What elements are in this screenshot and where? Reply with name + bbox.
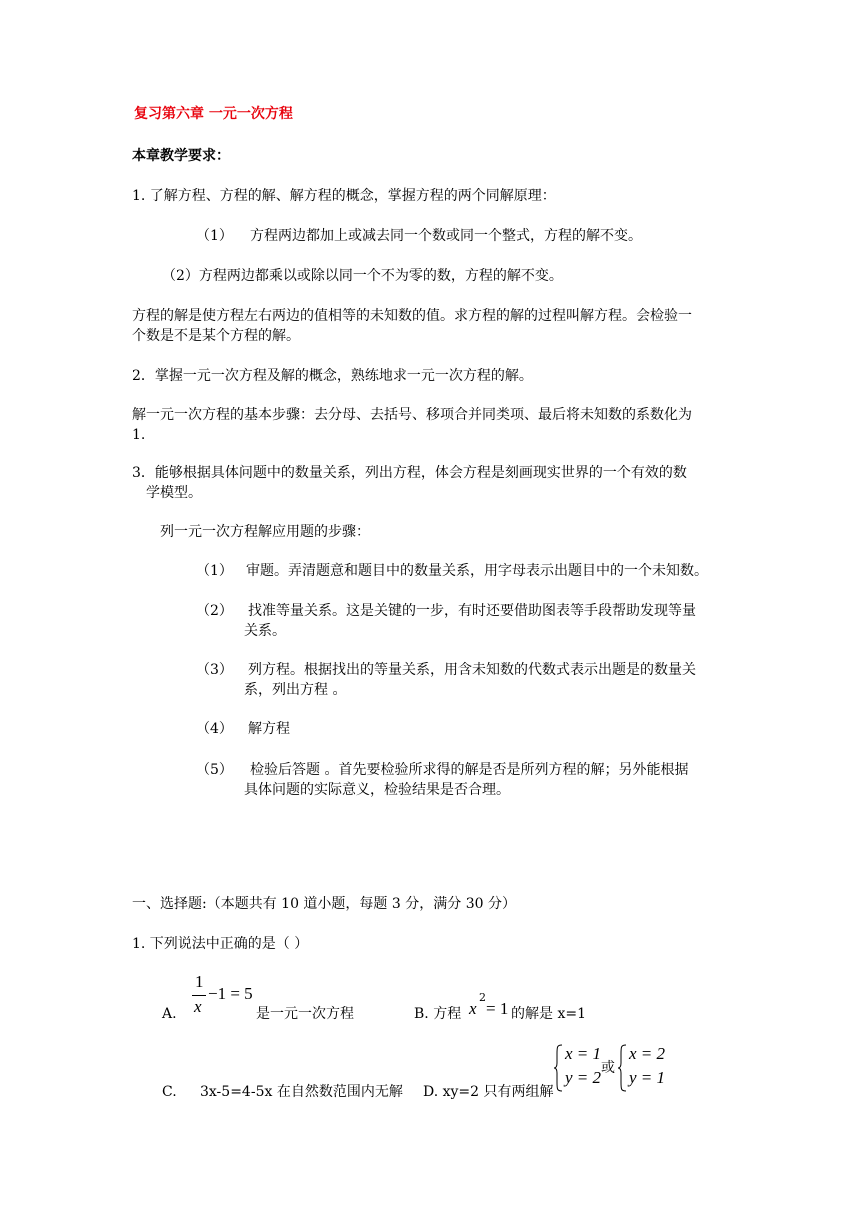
option-b-text: 的解是 x=1 bbox=[511, 1006, 586, 1022]
option-a-numerator: 1 bbox=[195, 972, 204, 991]
page-title: 复习第六章 一元一次方程 bbox=[134, 106, 293, 122]
item-2-paragraph-line-1: 解一元一次方程的基本步骤：去分母、去括号、移项合并同类项、最后将未知数的系数化为 bbox=[132, 407, 692, 423]
section-heading: 一、选择题:（本题共有 10 道小题，每题 3 分，满分 30 分） bbox=[132, 896, 516, 912]
option-d-system-1-line-2: y = 2 bbox=[565, 1068, 602, 1087]
left-brace-icon bbox=[553, 1044, 563, 1092]
fraction-bar bbox=[192, 995, 206, 996]
option-d-text: D. xy=2 只有两组解 bbox=[423, 1084, 554, 1100]
option-a-equation-rest: −1 = 5 bbox=[208, 984, 253, 1003]
step-text: 解方程 bbox=[248, 721, 290, 737]
option-b-label: B. 方程 bbox=[414, 1006, 462, 1022]
item-3-line-1: 3．能够根据具体问题中的数量关系，列出方程，体会方程是刻画现实世界的一个有效的数 bbox=[132, 465, 687, 481]
item-1: 1. 了解方程、方程的解、解方程的概念，掌握方程的两个同解原理： bbox=[132, 188, 556, 204]
left-brace-icon bbox=[617, 1044, 627, 1092]
step-text-continued: 具体问题的实际意义，检验结果是否合理。 bbox=[244, 782, 510, 798]
option-a-label: A. bbox=[162, 1006, 177, 1022]
option-c-label: C. bbox=[162, 1084, 177, 1100]
option-a-text: 是一元一次方程 bbox=[256, 1006, 354, 1022]
steps-heading: 列一元一次方程解应用题的步骤： bbox=[160, 524, 370, 540]
option-d-system-2-line-2: y = 1 bbox=[629, 1068, 666, 1087]
step-text: 找准等量关系。这是关键的一步，有时还要借助图表等手段帮助发现等量 bbox=[248, 603, 696, 619]
item-3-line-2: 学模型。 bbox=[146, 485, 202, 501]
option-a-denominator: x bbox=[194, 997, 202, 1016]
step-text: 检验后答题 。首先要检验所求得的解是否是所列方程的解；另外能根据 bbox=[250, 762, 689, 778]
step-text: 列方程。根据找出的等量关系，用含未知数的代数式表示出题是的数量关 bbox=[248, 662, 696, 678]
step-text-continued: 系，列出方程 。 bbox=[244, 682, 347, 698]
option-d-system-2-line-1: x = 2 bbox=[629, 1044, 666, 1063]
item-1-sub-2: （2）方程两边都乘以或除以同一个不为零的数，方程的解不变。 bbox=[162, 268, 563, 284]
item-1-paragraph-line-2: 个数是不是某个方程的解。 bbox=[132, 328, 300, 344]
option-d-or: 或 bbox=[601, 1060, 615, 1076]
step-text: 审题。弄清题意和题目中的数量关系，用字母表示出题目中的一个未知数。 bbox=[246, 563, 708, 579]
option-b-base: x bbox=[469, 999, 477, 1018]
item-1-sub-1: 方程两边都加上或减去同一个数或同一个整式，方程的解不变。 bbox=[250, 228, 642, 244]
item-2: 2．掌握一元一次方程及解的概念，熟练地求一元一次方程的解。 bbox=[132, 368, 533, 384]
step-number: （4） bbox=[196, 721, 233, 737]
step-number: （3） bbox=[196, 662, 233, 678]
option-b-equation: = 1 bbox=[486, 999, 509, 1018]
item-1-sub-1-number: （1） bbox=[196, 228, 233, 244]
item-2-paragraph-line-2: 1. bbox=[132, 427, 146, 443]
step-number: （2） bbox=[196, 603, 233, 619]
item-1-paragraph-line-1: 方程的解是使方程左右两边的值相等的未知数的值。求方程的解的过程叫解方程。会检验一 bbox=[132, 308, 692, 324]
step-text-continued: 关系。 bbox=[244, 623, 286, 639]
step-number: （1） bbox=[196, 563, 233, 579]
option-b-exponent: 2 bbox=[479, 991, 486, 1004]
option-d-system-1-line-1: x = 1 bbox=[565, 1044, 602, 1063]
question-1-stem: 1. 下列说法中正确的是（ ） bbox=[132, 936, 309, 952]
option-c-text: 3x-5=4-5x 在自然数范围内无解 bbox=[200, 1084, 403, 1100]
step-number: （5） bbox=[196, 762, 233, 778]
requirements-heading: 本章教学要求： bbox=[132, 148, 230, 164]
